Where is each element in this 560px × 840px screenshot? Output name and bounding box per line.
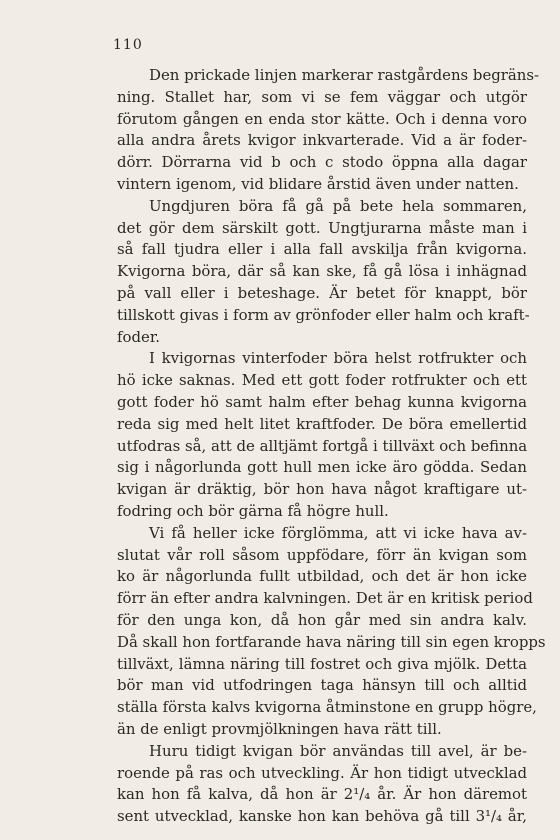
text-line: tillskott givas i form av grönfoder eller halm och kraft-: [117, 305, 530, 324]
text-line: bör man vid utfodringen taga hänsyn till och alltid: [117, 676, 527, 695]
text-line: roende på ras och utveckling. Är hon tidigt utvecklad: [117, 763, 527, 782]
text-line: Vi få heller icke förglömma, att vi icke hava av-: [149, 523, 527, 542]
text-line: på vall eller i beteshage. Är betet för knappt, bör: [117, 284, 527, 302]
text-line: hö icke saknas. Med ett gott foder rotfrukter och ett: [117, 371, 527, 390]
text-line: så fall tjudra eller i alla fall avskilja från kvigorna.: [117, 240, 527, 259]
text-line: I kvigornas vinterfoder böra helst rotfrukter och: [149, 349, 527, 368]
text-line: reda sig med helt litet kraftfoder. De böra emellertid: [117, 414, 527, 433]
text-line: gott foder hö samt halm efter behag kunna kvigorna: [117, 393, 527, 411]
text-line: tillväxt, lämna näring till fostret och giva mjölk. Detta: [117, 654, 527, 673]
text-line: utfodras så, att de alltjämt fortgå i tillväxt och befinna: [117, 436, 528, 455]
text-line: Kvigorna böra, där så kan ske, få gå lösa i inhägnad: [117, 262, 527, 281]
text-line: för den unga kon, då hon går med sin andra kalv.: [117, 611, 527, 629]
text-line: dörr. Dörrarna vid b och c stodo öppna alla dagar: [117, 153, 527, 172]
page-number: 110: [113, 37, 143, 53]
text-line: det gör dem särskilt gott. Ungtjurarna måste man i: [117, 218, 527, 237]
text-line: Huru tidigt kvigan bör användas till avel, är be-: [149, 741, 527, 760]
text-line: fodring och bör gärna få högre hull.: [117, 502, 389, 520]
text-line: foder.: [117, 327, 161, 346]
text-line: ställa första kalvs kvigorna åtminstone en grupp högre,: [117, 698, 537, 717]
text-line: Den prickade linjen markerar rastgårdens begräns-: [149, 66, 540, 84]
text-line: slutat vår roll såsom uppfödare, förr än kvigan som: [117, 545, 527, 564]
text-line: vintern igenom, vid blidare årstid även under natten.: [117, 175, 519, 193]
text-line: Ungdjuren böra få gå på bete hela sommaren,: [149, 196, 527, 215]
text-line: Då skall hon fortfarande hava näring till sin egen kropps: [117, 632, 546, 651]
text-line: förr än efter andra kalvningen. Det är en kritisk period: [117, 589, 533, 608]
text-line: förutom gången en enda stor kätte. Och i denna voro: [117, 109, 527, 128]
text-line: än de enligt provmjölkningen hava rätt till.: [117, 720, 442, 738]
text-line: sig i någorlunda gott hull men icke äro gödda. Sedan: [117, 458, 527, 477]
text-line: ning. Stallet har, som vi se fem väggar och utgör: [117, 87, 527, 106]
text-line: kvigan är dräktig, bör hon hava något kraftigare ut-: [117, 480, 527, 499]
text-line: sent utvecklad, kanske hon kan behöva gå till 3¹/₄ år,: [117, 807, 527, 826]
text-line: kan hon få kalva, då hon är 2¹/₄ år. Är hon däremot: [117, 785, 527, 804]
text-line: alla andra årets kvigor inkvarterade. Vid a är foder-: [117, 131, 527, 150]
text-line: ko är någorlunda fullt utbildad, och det är hon icke: [117, 567, 527, 586]
